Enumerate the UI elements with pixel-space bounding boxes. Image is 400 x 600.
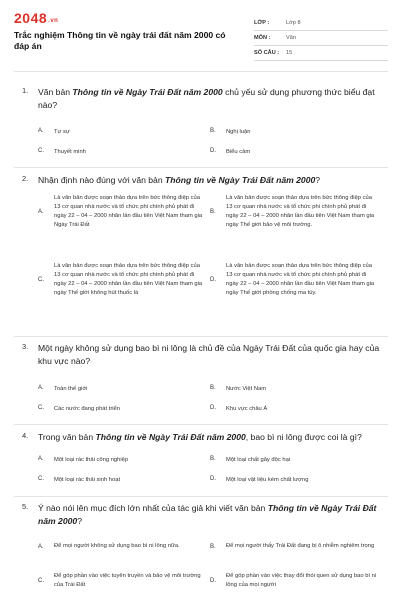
- quiz-meta-table: [254, 16, 388, 61]
- site-logo[interactable]: 2048.vn: [14, 10, 59, 26]
- question-text: Ý nào nói lên mục đích lớn nhất của tác giả khi viết văn bản Thông tin về Ngày Trái Đất năm 2000?: [38, 503, 377, 526]
- option-b[interactable]: B. Nước Việt Nam: [210, 385, 267, 392]
- option-b[interactable]: B. Để mọi người thấy Trái Đất đang bị ô nhiễm nghiêm trọng: [210, 543, 375, 550]
- question-number: 1.: [22, 86, 29, 95]
- quiz-page: [14, 8, 390, 600]
- option-a[interactable]: A. Toàn thế giới: [38, 385, 88, 392]
- option-a[interactable]: A. Là văn bản được soạn thảo dựa trên bức thông điệp của 13 cơ quan nhà nước và tổ chức phi chính phủ phát đi ngày 22 – 04 – 2000 nhân lần đầu tiên Việt Nam tham gia Ngày Trái Đất: [38, 195, 203, 228]
- option-a[interactable]: A. Để mọi người không sử dụng bao bì ni lông nữa.: [38, 543, 180, 550]
- divider: [14, 424, 388, 425]
- page-title: Trắc nghiệm Thông tin về ngày trái đất năm 2000 có đáp án: [14, 30, 226, 51]
- question-text: Nhận định nào đúng với văn bản Thông tin về Ngày Trái Đất năm 2000?: [38, 175, 321, 185]
- question-text: Một ngày không sử dụng bao bì ni lông là chủ đề của Ngày Trái Đất của quốc gia hay của khu vực nào?: [38, 343, 380, 366]
- option-c[interactable]: C. Các nước đang phát triển: [38, 405, 121, 412]
- option-d[interactable]: D. Khu vực châu Á: [210, 405, 268, 412]
- option-d[interactable]: D. Một loại vật liệu kém chất lượng: [210, 476, 309, 483]
- meta-row-grade: LỚP : Lớp 8: [254, 16, 388, 31]
- option-c[interactable]: C. Thuyết minh: [38, 148, 86, 155]
- option-c[interactable]: C. Một loại rác thải sinh hoạt: [38, 476, 121, 483]
- option-a[interactable]: A. Tự sự: [38, 128, 70, 135]
- option-d[interactable]: D. Để góp phần vào việc thay đổi thói quen sử dụng bao bì ni lông của mọi người: [210, 573, 377, 588]
- option-b[interactable]: B. Là văn bản được soạn thảo dựa trên bức thông điệp của 13 cơ quan nhà nước và tổ chức phi chính phủ phát đi ngày 22 – 04 – 2000 nhân lần đầu tiên Việt Nam tham gia ngày Thế giới bảo vệ môi trường.: [210, 195, 375, 228]
- divider: [14, 496, 388, 497]
- question-number: 5.: [22, 502, 29, 511]
- option-a[interactable]: A. Một loại rác thải công nghiệp: [38, 456, 129, 463]
- meta-row-subject: MÔN : Văn: [254, 31, 388, 46]
- option-d[interactable]: D. Là văn bản được soạn thảo dựa trên bức thông điệp của 13 cơ quan nhà nước và tổ chức phi chính phủ phát đi ngày 22 – 04 – 2000 nhân lần đầu tiên Việt Nam tham gia ngày Thế giới phòng chống ma túy.: [210, 263, 375, 296]
- divider: [14, 336, 388, 337]
- option-c[interactable]: C. Để góp phần vào việc tuyên truyền và bảo vệ môi trường của Trái Đất: [38, 573, 201, 588]
- divider: [14, 167, 388, 168]
- option-b[interactable]: B. Một loại chất gây độc hại: [210, 456, 291, 463]
- page-header: [14, 8, 390, 66]
- option-d[interactable]: D. Biểu cảm: [210, 148, 251, 155]
- question-number: 2.: [22, 174, 29, 183]
- option-b[interactable]: B. Nghị luận: [210, 128, 251, 135]
- question-number: 4.: [22, 431, 29, 440]
- meta-row-count: SỐ CÂU : 15: [254, 46, 388, 61]
- question-text: Trong văn bản Thông tin về Ngày Trái Đất năm 2000, bao bì ni lông được coi là gì?: [38, 432, 362, 442]
- option-c[interactable]: C. Là văn bản được soạn thảo dựa trên bức thông điệp của 13 cơ quan nhà nước và tổ chức phi chính phủ phát đi ngày 22 – 04 – 2000 nhân lần đầu tiên Việt Nam tham gia ngày Thế giới không hút thuốc lá: [38, 263, 203, 296]
- divider: [14, 71, 388, 72]
- question-text: Văn bản Thông tin về Ngày Trái Đất năm 2000 chủ yếu sử dụng phương thức biểu đạt nào?: [38, 87, 375, 110]
- question-number: 3.: [22, 342, 29, 351]
